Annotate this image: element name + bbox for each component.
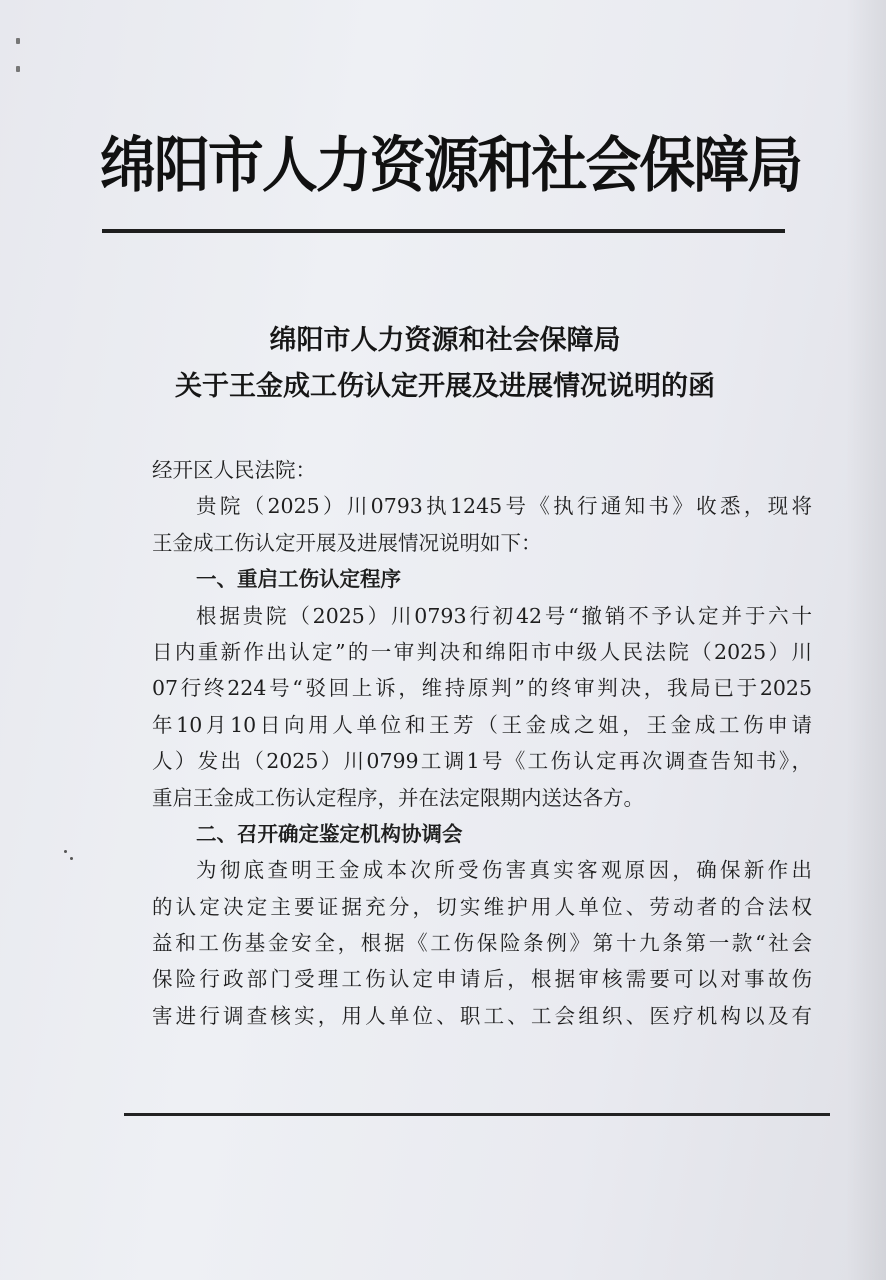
binder-hole-mark: [16, 66, 20, 72]
body-line: 日内重新作出认定”的一审判决和绵阳市中级人民法院（2025）川: [152, 639, 812, 664]
paper-speck: [70, 857, 73, 860]
footer-rule: [124, 1113, 830, 1116]
document-body: [152, 452, 812, 1034]
body-line: 年10月10日向用人单位和王芳（王金成之姐，王金成工伤申请: [152, 712, 812, 737]
letterhead: 绵阳市人力资源和社会保障局: [100, 131, 802, 201]
page-edge-shadow: [846, 0, 886, 1280]
body-line: 07行终224号“驳回上诉，维持原判”的终审判决，我局已于2025: [152, 676, 812, 701]
body-line: 为彻底查明王金成本次所受伤害真实客观原因，确保新作出: [196, 858, 812, 883]
body-line: 益和工伤基金安全，根据《工伤保险条例》第十九条第一款“社会: [152, 931, 812, 956]
body-line: 害进行调查核实，用人单位、职工、工会组织、医疗机构以及有: [152, 1003, 812, 1028]
section-heading: 二、召开确定鉴定机构协调会: [196, 821, 463, 846]
document-title-line1: 绵阳市人力资源和社会保障局: [269, 325, 621, 356]
body-line: 保险行政部门受理工伤认定申请后，根据审核需要可以对事故伤: [152, 967, 812, 992]
salutation: 经开区人民法院：: [152, 458, 316, 482]
body-line: 重启王金成工伤认定程序，并在法定限期内送达各方。: [152, 785, 644, 810]
letterhead-rule: [102, 229, 785, 233]
body-line: 贵院（2025）川0793执1245号《执行通知书》收悉，现将: [196, 494, 812, 519]
body-lines: [152, 488, 812, 1034]
body-line: 的认定决定主要证据充分，切实维护用人单位、劳动者的合法权: [152, 894, 812, 919]
document-title-line2: 关于王金成工伤认定开展及进展情况说明的函: [175, 371, 715, 402]
body-line: 人）发出（2025）川0799工调1号《工伤认定再次调查告知书》，: [152, 749, 812, 774]
binder-hole-mark: [16, 38, 20, 44]
body-line: 根据贵院（2025）川0793行初42号“撤销不予认定并于六十: [196, 603, 812, 628]
paper-speck: [64, 850, 67, 853]
body-line: 王金成工伤认定开展及进展情况说明如下：: [152, 530, 542, 555]
section-heading: 一、重启工伤认定程序: [196, 567, 401, 592]
